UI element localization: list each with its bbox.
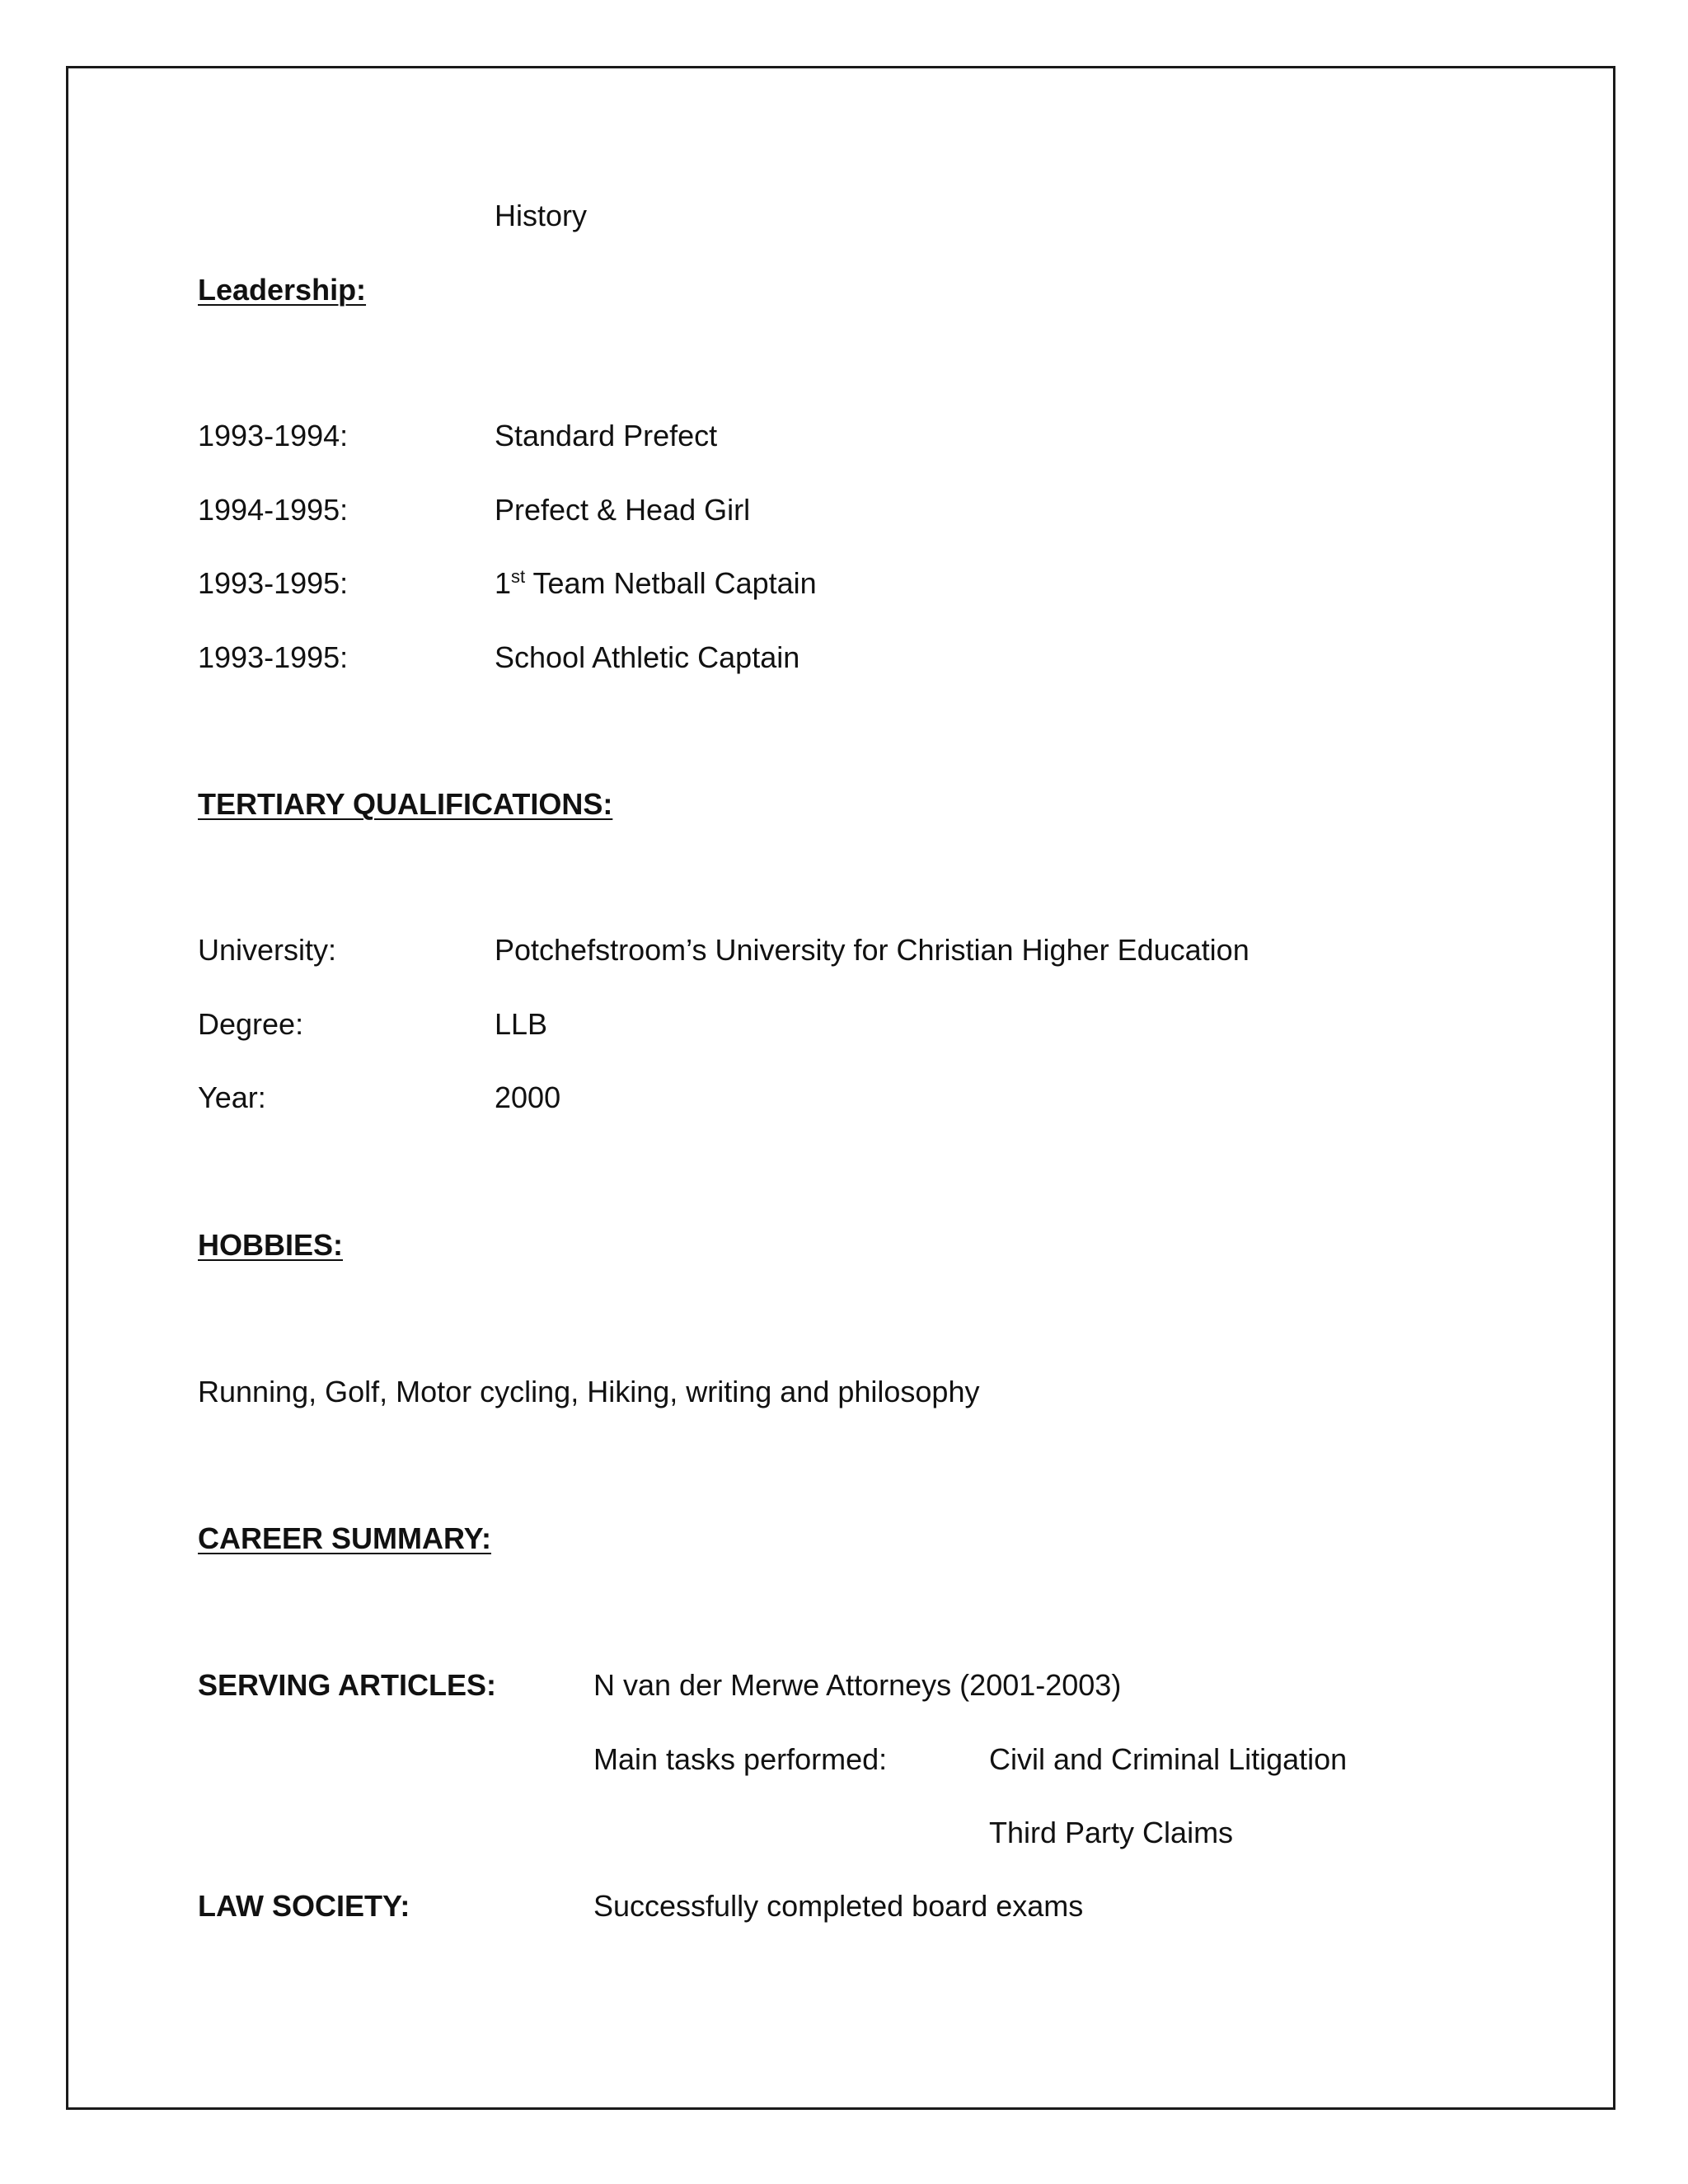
tertiary-value-university: Potchefstroom’s University for Christian Higher Education: [495, 933, 1250, 967]
page-border: [66, 66, 1615, 2110]
leadership-period-2: 1994-1995:: [198, 493, 349, 527]
leadership-period-3: 1993-1995:: [198, 566, 349, 600]
law-society-value: Successfully completed board exams: [593, 1889, 1084, 1923]
leadership-role-3-ordinal: st: [511, 566, 526, 587]
leadership-role-1: Standard Prefect: [495, 419, 718, 452]
task-item-2: Third Party Claims: [989, 1816, 1234, 1849]
hobbies-heading: HOBBIES:: [198, 1228, 344, 1262]
task-item-1: Civil and Criminal Litigation: [989, 1742, 1348, 1776]
leadership-period-4: 1993-1995:: [198, 640, 349, 674]
leadership-role-3-text: Team Netball Captain: [525, 566, 817, 600]
subject-history: History: [495, 199, 588, 232]
leadership-role-2: Prefect & Head Girl: [495, 493, 751, 527]
tertiary-value-degree: LLB: [495, 1007, 548, 1041]
tertiary-heading: TERTIARY QUALIFICATIONS:: [198, 787, 613, 821]
tertiary-value-year: 2000: [495, 1080, 561, 1114]
leadership-role-4: School Athletic Captain: [495, 640, 800, 674]
leadership-role-3: [495, 565, 817, 602]
law-society-label: LAW SOCIETY:: [198, 1889, 410, 1923]
tasks-label: Main tasks performed:: [593, 1742, 888, 1776]
tertiary-label-university: University:: [198, 933, 337, 967]
tertiary-label-degree: Degree:: [198, 1007, 304, 1041]
leadership-period-1: 1993-1994:: [198, 419, 349, 452]
serving-articles-firm: N van der Merwe Attorneys (2001-2003): [593, 1668, 1122, 1702]
leadership-role-3-number: 1: [495, 566, 512, 600]
tertiary-label-year: Year:: [198, 1080, 266, 1114]
serving-articles-label: SERVING ARTICLES:: [198, 1668, 497, 1702]
hobbies-text: Running, Golf, Motor cycling, Hiking, writing and philosophy: [198, 1375, 980, 1408]
leadership-heading: Leadership:: [198, 273, 367, 307]
career-heading: CAREER SUMMARY:: [198, 1521, 491, 1555]
